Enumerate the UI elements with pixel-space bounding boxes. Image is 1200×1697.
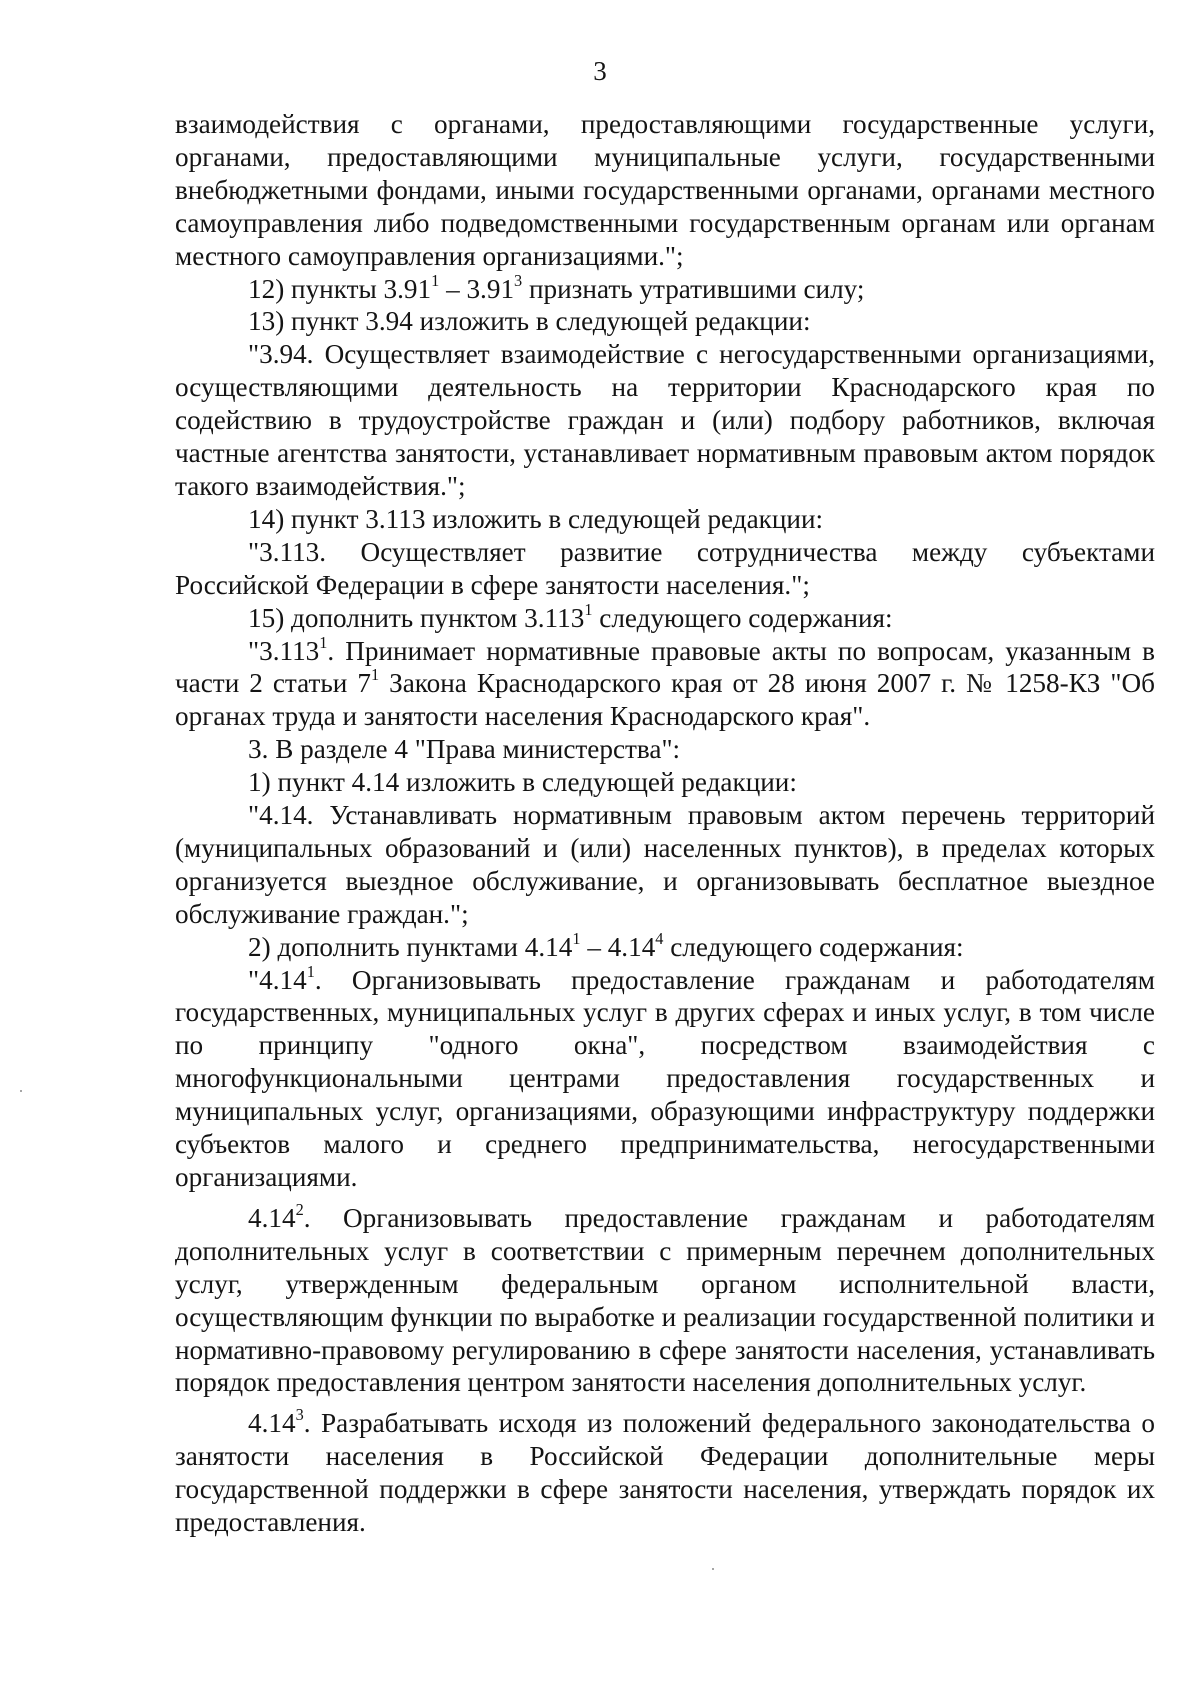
- paragraph-text: 2) дополнить пунктами 4.14: [248, 931, 573, 962]
- paragraph-text: "3.113. Осуществляет развитие сотрудничества между субъектами Российской Федерации в сфере занятости населения.";: [175, 536, 1155, 600]
- paragraph-text: следующего содержания:: [663, 931, 964, 962]
- superscript-index: 3: [295, 1405, 304, 1425]
- scan-speck: [712, 1568, 714, 1570]
- paragraph-text: . Организовывать предоставление гражданам и работодателям дополнительных услуг в соответствии с примерным перечнем дополнительных услуг, утвержденным федеральным органом исполнительной власти, осуществляющим функции по выработке и реализации государственной политики и нормативно-правовому регулированию в сфере занятости населения, устанавливать порядок предоставления центром занятости населения дополнительных услуг.: [175, 1202, 1155, 1398]
- paragraph: [175, 733, 1155, 766]
- paragraph: [175, 961, 1155, 1194]
- superscript-index: 4: [655, 928, 664, 948]
- paragraph-text: – 3.91: [439, 273, 515, 304]
- paragraph-text: 1) пункт 4.14 изложить в следующей редакции:: [248, 767, 797, 798]
- paragraph-text: "4.14: [248, 964, 307, 995]
- paragraph-text: 4.14: [248, 1202, 296, 1233]
- paragraph-text: 4.14: [248, 1408, 296, 1439]
- superscript-index: 2: [295, 1199, 304, 1219]
- paragraph: [175, 599, 1155, 635]
- paragraph: [175, 766, 1155, 799]
- paragraph-text: – 4.14: [580, 931, 656, 962]
- superscript-index: 1: [370, 665, 380, 685]
- paragraph-text: следующего содержания:: [592, 602, 893, 633]
- paragraph-text: "3.113: [248, 635, 320, 666]
- superscript-index: 1: [306, 961, 315, 981]
- paragraph: [175, 928, 1155, 964]
- page-number: 3: [593, 56, 607, 86]
- paragraph-text: 12) пункты 3.91: [248, 273, 432, 304]
- document-body: [175, 108, 1155, 1539]
- paragraph: [175, 1199, 1155, 1399]
- paragraph-text: "3.94. Осуществляет взаимодействие с негосударственными организациями, осуществляющими деятельность на территории Краснодарского края по содействию в трудоустройстве граждан и (или) подбору работников, включая частные агентства занятости, устанавливает нормативным правовым актом порядок такого взаимодействия.";: [175, 339, 1155, 501]
- paragraph: [175, 305, 1155, 338]
- superscript-index: 3: [514, 270, 523, 290]
- superscript-index: 1: [572, 928, 581, 948]
- paragraph: [175, 799, 1155, 931]
- paragraph-text: 14) пункт 3.113 изложить в следующей редакции:: [248, 503, 824, 534]
- paragraph: [175, 632, 1155, 734]
- paragraph: [175, 503, 1155, 536]
- paragraph: [175, 108, 1155, 273]
- paragraph-text: . Организовывать предоставление гражданам и работодателям государственных, муниципальных услуг в других сферах и иных услуг, в том числе по принципу "одного окна", посредством взаимодействия с многофункциональными центрами предоставления государственных и муниципальных услуг, организациями, образующими инфраструктуру поддержки субъектов малого и среднего предпринимательства, негосударственными организациями.: [175, 964, 1155, 1192]
- paragraph: [175, 270, 1155, 306]
- paragraph-text: признать утратившими силу;: [522, 273, 865, 304]
- paragraph-text: . Принимает нормативные правовые акты по вопросам, указанным в части 2 статьи 7: [175, 635, 1155, 699]
- superscript-index: 1: [431, 270, 440, 290]
- superscript-index: 1: [319, 632, 328, 652]
- paragraph-text: 13) пункт 3.94 изложить в следующей редакции:: [248, 306, 811, 337]
- paragraph-text: 15) дополнить пунктом 3.113: [248, 602, 585, 633]
- paragraph-text: взаимодействия с органами, предоставляющими государственные услуги, органами, предоставляющими муниципальные услуги, государственными внебюджетными фондами, иными государственными органами, органами местного самоуправления либо подведомственными государственным органам или органам местного самоуправления организациями.";: [175, 109, 1155, 271]
- paragraph-text: 3. В разделе 4 "Права министерства":: [248, 734, 681, 765]
- paragraph: [175, 536, 1155, 602]
- paragraph-text: Закона Краснодарского края от 28 июня 2007 г. № 1258-КЗ "Об органах труда и занятости населения Краснодарского края".: [175, 668, 1155, 732]
- paragraph: [175, 338, 1155, 503]
- paragraph-text: "4.14. Устанавливать нормативным правовым актом перечень территорий (муниципальных образований и (или) населенных пунктов), в пределах которых организуется выездное обслуживание, и организовывать бесплатное выездное обслуживание граждан.";: [175, 800, 1155, 929]
- superscript-index: 1: [584, 599, 593, 619]
- scan-speck: [20, 1090, 22, 1092]
- paragraph: [175, 1407, 1155, 1539]
- paragraph-text: . Разрабатывать исходя из положений федерального законодательства о занятости населения в Российской Федерации дополнительные меры государственной поддержки в сфере занятости населения, утверждать порядок их предоставления.: [175, 1408, 1155, 1538]
